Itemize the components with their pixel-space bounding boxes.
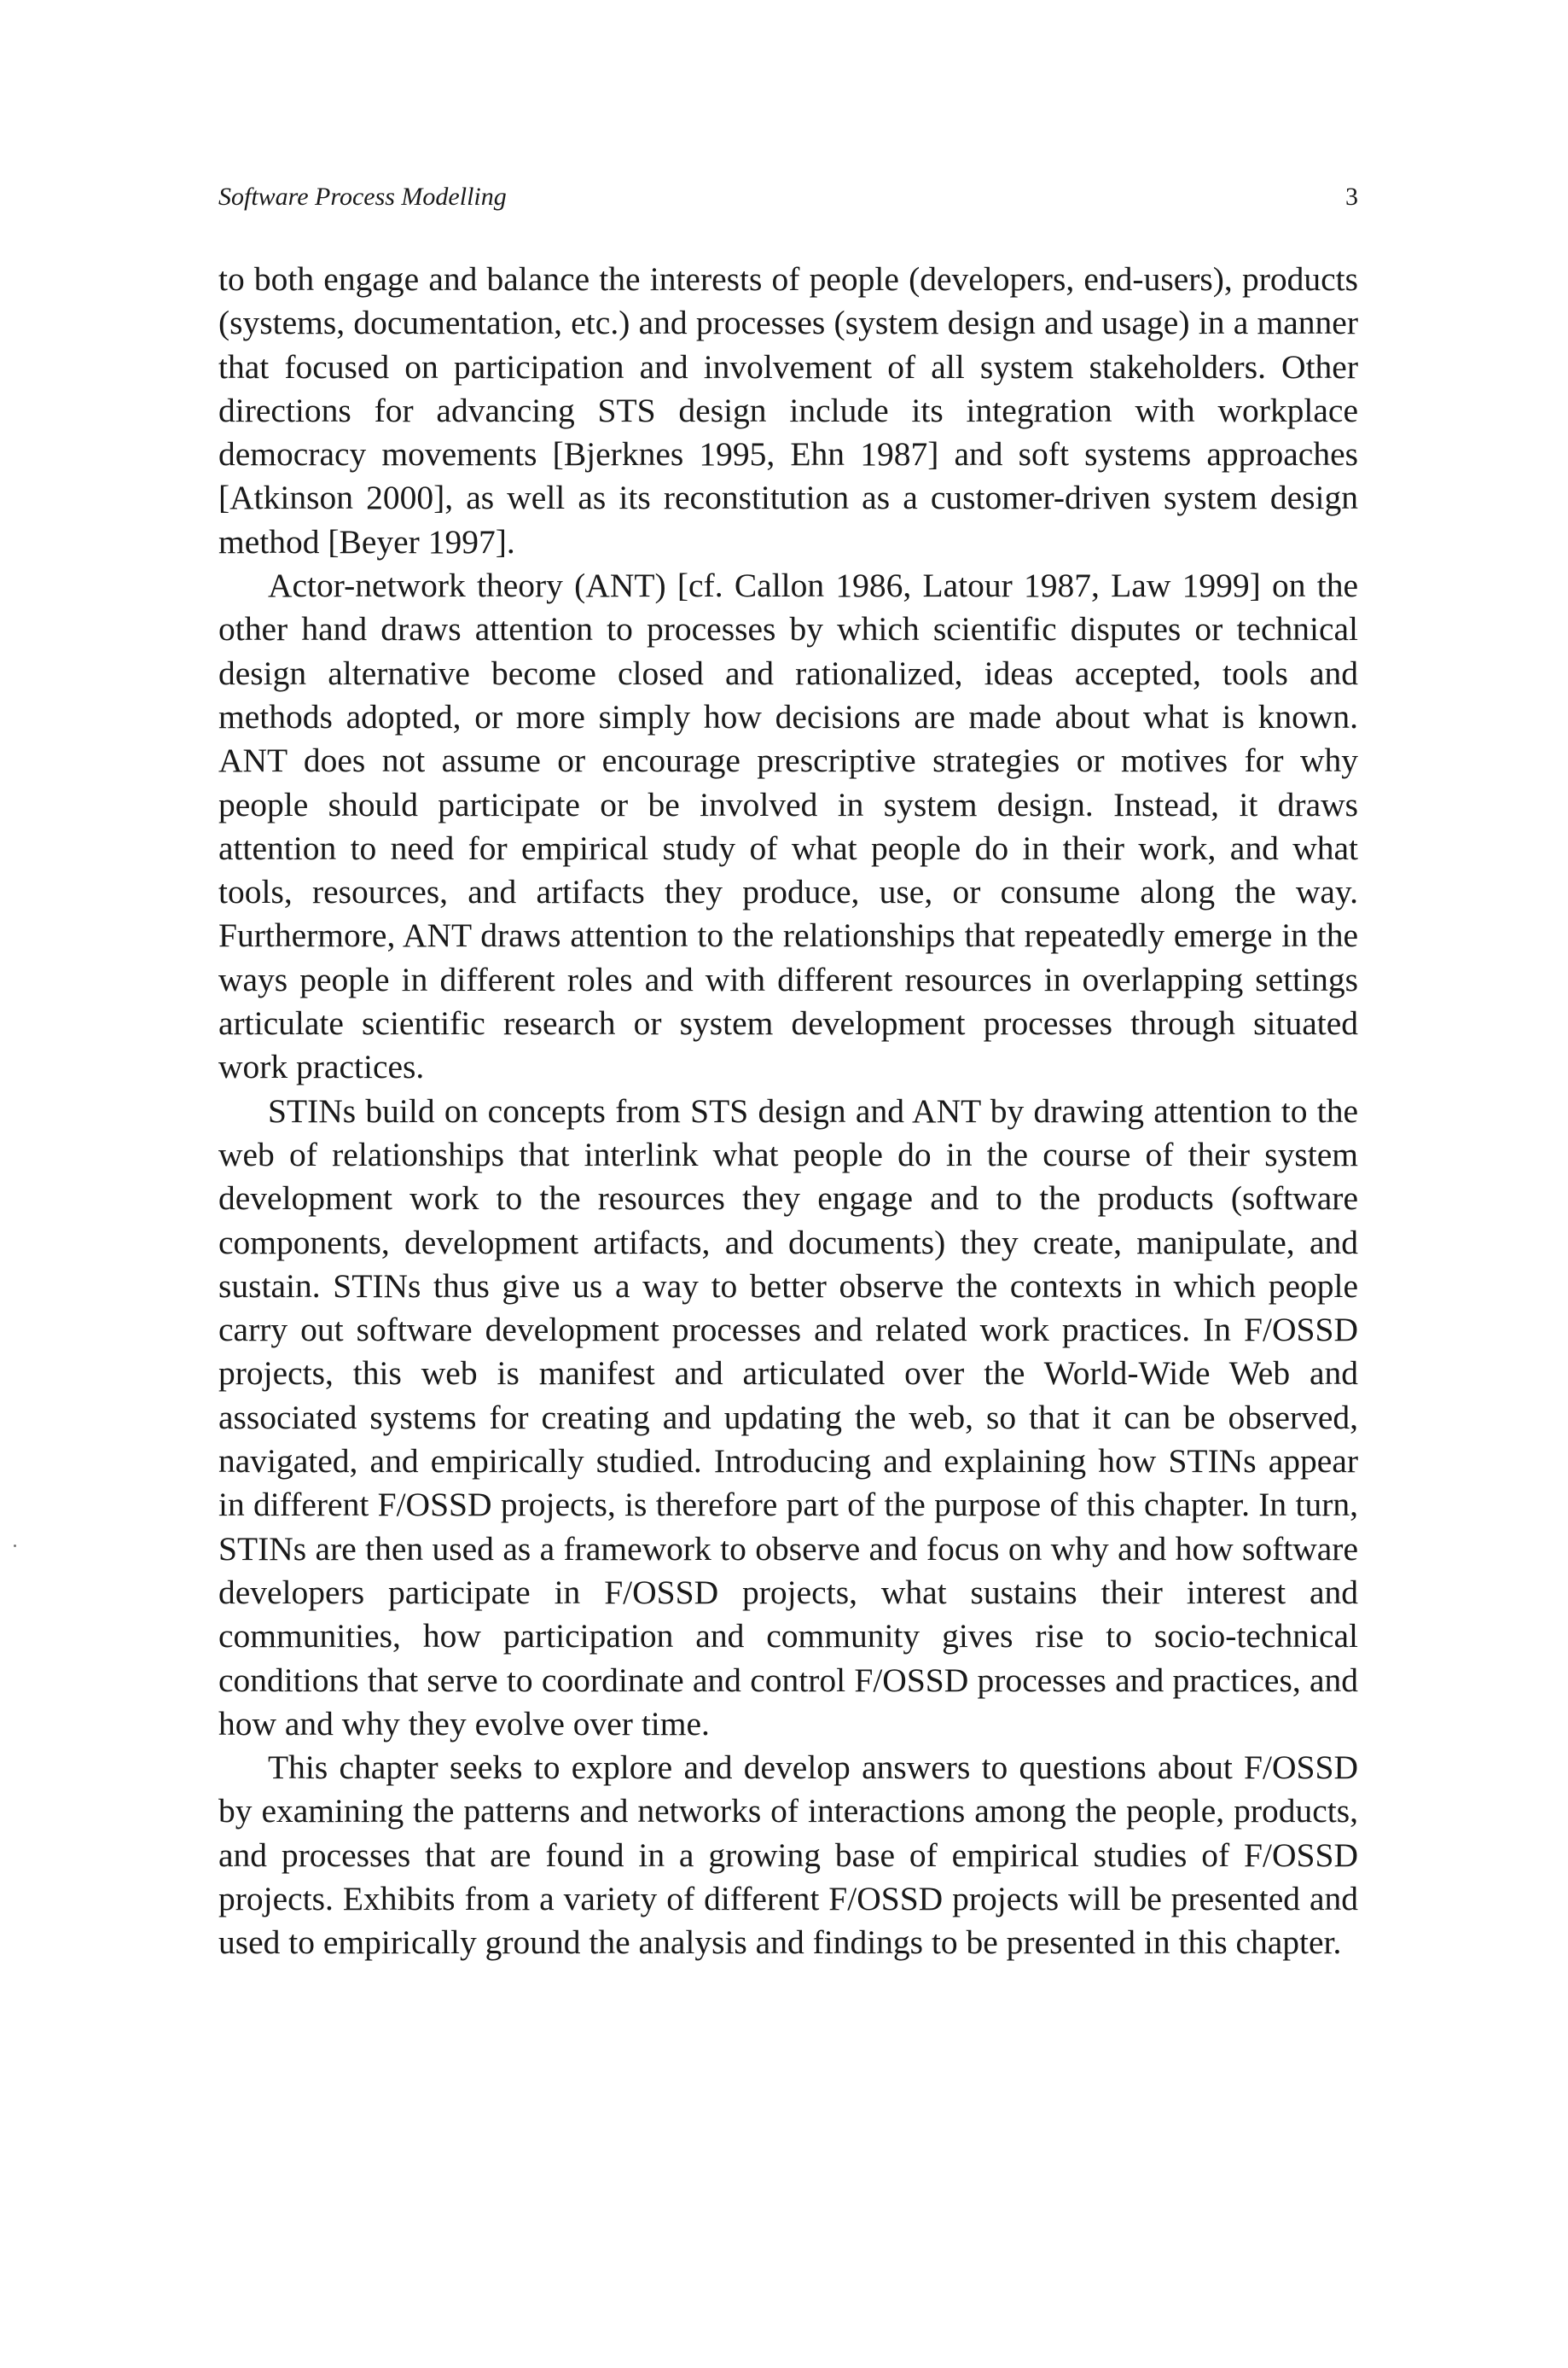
paragraph-4: This chapter seeks to explore and develop answers to questions about F/OSSD by examining the patterns and networks of interactions among the people, products, and processes that are found in a growing base of empirical studies of F/OSSD projects. Exhibits from a variety of different F/OSSD projects will be presented and used to empirically ground the analysis and findings to be presented in this chapter.: [218, 1748, 1358, 1962]
running-head: [218, 183, 1358, 217]
body-text: [218, 258, 1358, 1965]
page-number: 3: [1345, 183, 1358, 211]
running-title: Software Process Modelling: [218, 183, 507, 211]
paragraph-2: Actor-network theory (ANT) [cf. Callon 1986, Latour 1987, Law 1999] on the other hand draws attention to processes by which scientific disputes or technical design alternative become closed and rationalized, ideas accepted, tools and methods adopted, or more simply how decisions are made about what is known. ANT does not assume or encourage prescriptive strategies or motives for why people should participate or be involved in system design. Instead, it draws attention to need for empirical study of what people do in their work, and what tools, resources, and artifacts they produce, use, or consume along the way. Furthermore, ANT draws attention to the relationships that repeatedly emerge in the ways people in different roles and with different resources in overlapping settings articulate scientific research or system development processes through situated work practices.: [218, 567, 1358, 1086]
paragraph-3: STINs build on concepts from STS design and ANT by drawing attention to the web of relationships that interlink what people do in the course of their system development work to the resources they engage and to the products (software components, development artifacts, and documents) they create, manipulate, and sustain. STINs thus give us a way to better observe the contexts in which people carry out software development processes and related work practices. In F/OSSD projects, this web is manifest and articulated over the World-Wide Web and associated systems for creating and updating the web, so that it can be observed, navigated, and empirically studied. Introducing and explaining how STINs appear in different F/OSSD projects, is therefore part of the purpose of this chapter. In turn, STINs are then used as a framework to observe and focus on why and how software developers participate in F/OSSD projects, what sustains their interest and communities, how participation and community gives rise to socio-technical conditions that serve to coordinate and control F/OSSD processes and practices, and how and why they evolve over time.: [218, 1091, 1358, 1743]
scan-speck: [14, 1545, 16, 1547]
paragraph-1: to both engage and balance the interests of people (developers, end-users), products (systems, documentation, etc.) and processes (system design and usage) in a manner that focused on participation and involvement of all system stakeholders. Other directions for advancing STS design include its integration with workplace democracy movements [Bjerknes 1995, Ehn 1987] and soft systems approaches [Atkinson 2000], as well as its reconstitution as a customer-driven system design method [Beyer 1997].: [218, 260, 1358, 561]
